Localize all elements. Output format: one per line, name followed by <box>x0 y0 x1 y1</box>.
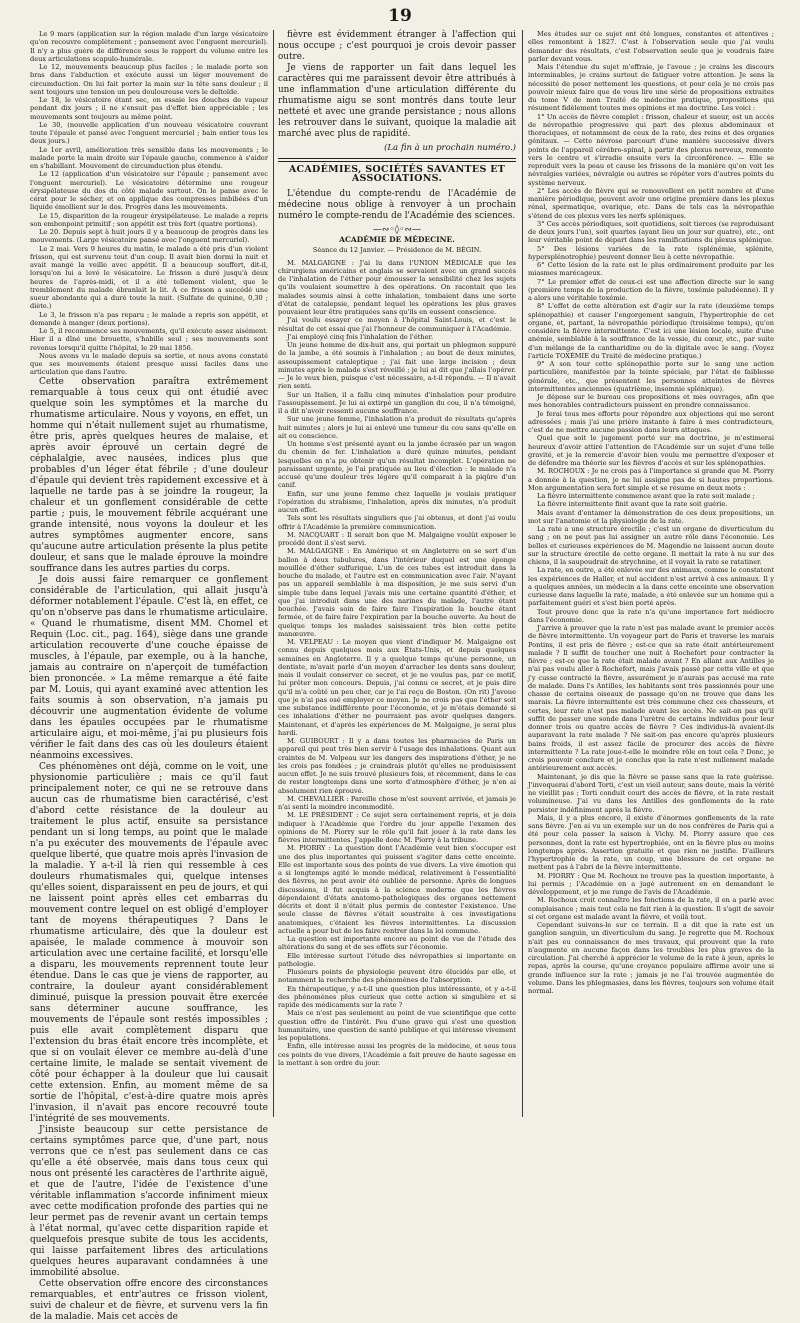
paragraph: M. GUIBOURT : Il y a dans toutes les pharmacies de Paris un appareil qui peut très bien servir à l'usage des inhalations. Quant aux craintes de M. Velpeau sur les dangers des inspirations d'éther, je ne les crois pas fondées ; je craindrais plutôt qu'elles ne produisissent aucun effet. Je ne suis trouvé plusieurs fois, et récemment, dans le cas de rester longtemps dans une sorte d'atmosphère d'éther, je n'en ai absolument rien éprouvé. <box>278 737 516 795</box>
paragraph: Le 1er avril, amélioration très sensible dans les mouvements ; le malade porte la main droite sur l'épaule gauche, commence à s'aider en s'habillant. Mouvement de circumduction plus étendu. <box>30 145 268 170</box>
column-rule-left <box>273 30 274 1117</box>
paragraph: M. LE PRÉSIDENT : Ce sujet sera certainement repris, et je dois indiquer à l'Académie que l'ordre du jour appelle l'examen des opinions de M. Piorry sur le rôle qu'il fait jouer à la rate dans les fièvres intermittentes. J'appelle donc M. Piorry à la tribune. <box>278 811 516 844</box>
paragraph: 2° Les accès de fièvre qui se renouvellent en petit nombre et d'une manière périodique, peuvent avoir une origine première dans les plexus rénal, spermatique, ovarique, etc. Dans de tels cas la névropathie s'étend de ces plexus vers les nerfs spléniques. <box>528 186 774 220</box>
paragraph: M. Rochoux croit connaître les fonctions de la rate, il en a parlé avec complaisance ; mais tout cela ne fait rien à la question. Il s'agit de savoir si cet organe est malade avant la fièvre, et voilà tout. <box>528 896 774 921</box>
continuation-note: (La fin à un prochain numéro.) <box>384 143 516 153</box>
paragraph: Maintenant, je dis que la fièvre se passe sans que la rate guérisse. J'invoquerai d'abord Torti, c'est un vieil auteur, sans doute, mais la vérité ne vieillit pas ; Torti conduit court des accès de fièvre, et la rate restait volumineuse. J'ai vu dans les Antilles des gonflements de la rate persister indéfiniment après la fièvre. <box>528 772 774 814</box>
paragraph: Mais avant d'entamer la démonstration de ces deux propositions, un mot sur l'anatomie et la physiologie de la rate. <box>528 508 774 525</box>
paragraph: Nous avons vu le malade depuis sa sortie, et nous avons constaté que ses mouvements étaient presque aussi faciles dans une articulation que dans l'autre. <box>30 351 268 377</box>
paragraph-large: Cette observation paraîtra extrêmement remarquable à tous ceux qui ont étudié avec quelque soin les symptômes et la marche du rhumatisme articulaire. Nous y voyons, en effet, un homme qui n'était nullement sujet au rhumatisme, être pris, après quelques heures de malaise, et après avoir éprouvé un certain degré de céphalalgie, avec nausées, indices plus que probables d'un léger état fébrile ; d'une douleur d'épaule qui devient très rapidement excessive et à laquelle ne tarde pas à se joindre la rougeur, la chaleur et un gonflement considérable de cette partie ; puis, le mouvement fébrile acquérant une grande intensité, nous voyons la douleur et les autres symptômes augmenter encore, sans qu'aucune autre articulation présente la plus petite douleur, et sans que le malade éprouve la moindre souffrance dans les autres parties du corps. <box>30 376 268 574</box>
paragraph: M. CHEVALLIER : Pareille chose m'est souvent arrivée, et jamais je n'ai senti la moindre incommodité. <box>278 794 516 811</box>
paragraph: 9° A son tour cette splénopathie porte sur le sang une action particulière, manifestée par la teinte spéciale, par l'état de faiblesse générale, etc., que présentent les personnes atteintes de fièvres intermittentes anciennes (quatrième, insomnie splénique). <box>528 360 774 393</box>
section-title: ACADÉMIES, SOCIÉTÉS SAVANTES ET ASSOCIATIONS. <box>288 164 506 184</box>
paragraph: M. VELPEAU : Le moyen que vient d'indiquer M. Malgaigne est connu depuis quelques mois aux États-Unis, et depuis quelques semaines en Angleterre. Il y a quelque temps qu'une personne, un dentiste, m'avait parlé d'un moyen d'arracher les dents sans douleur, mais il voulait conserver ce secret, et je ne voulus pas, par ce motif, lui prêter mon concours. Depuis, j'ai connu ce secret, et je puis dire qu'il m'a coûté un peu cher, car je l'ai reçu de Boston. (On rit) J'avoue que je n'ai pas osé employer ce moyen. Je ne crois pas que l'éther soit une substance indifférente pour l'économie, et je m'étais demandé si ces inhalations d'éther ne pourraient pas avoir quelques dangers. Maintenant, et d'après les expériences de M. Malgaigne, je serai plus hardi. <box>278 638 516 737</box>
paragraph: Mais ce n'est pas seulement au point de vue scientifique que cette question offre de l'intérêt. Peu d'une grave qui s'est une question humanitaire, une question de santé publique et qui intéresse vivement les populations. <box>278 1009 516 1042</box>
paragraph: En thérapeutique, y a-t-il une question plus intéressante, et y a-t-il des phénomènes plus curieux que cette action si singulière et si rapide des médicaments sur la rate ? <box>278 984 516 1009</box>
column-3 <box>528 30 774 1119</box>
paragraph: Un homme s'est présenté ayant eu la jambe écrasée par un wagon du chemin de fer. L'inhalation a duré quinze minutes, pendant lesquelles on n'a pu obtenir qu'un résultat incomplet. L'opération ne paraissant urgente, je l'ai pratiquée au lieu d'élection : le malade n'a accusé qu'une douleur très légère qu'il comparait à la piqûre d'un canif. <box>278 440 516 490</box>
paragraph: Le 12, mouvements beaucoup plus faciles ; le malade porte son bras dans l'abduction et exécute aussi un léger mouvement de circumduction. On lui fait porter la main sur la tête sans douleur ; il sent toujours une tension un peu douloureuse vers le deltoïde. <box>30 63 268 96</box>
paragraph: Sur une jeune femme, l'inhalation n'a produit de résultats qu'après huit minutes ; alors je lui ai enlevé une tumeur du cou sans qu'elle en ait eu conscience. <box>278 415 516 440</box>
paragraph: Tels sont les résultats singuliers que j'ai obtenus, et dont j'ai voulu offrir à l'Académie la première communication. <box>278 514 516 531</box>
paragraph: Le 5, il recommence ses mouvements, qu'il exécute assez aisément. Hier il a dîné une brouette, s'habille seul ; ses mouvements sont revenus lorsqu'il quitte l'hôpital, le 29 mai 1856. <box>30 327 268 352</box>
paragraph: La question est importante encore au point de vue de l'étude des altérations du sang et de ses effets sur l'économie. <box>278 935 516 952</box>
paragraph: 6° Cette lésion de la rate est le plus ordinairement produite par les miasmes marécageux. <box>528 261 774 278</box>
paragraph-large: J'insiste beaucoup sur cette persistance de certains symptômes parce que, d'une part, nous verrons que ce n'est pas seulement dans ce cas qu'elle a été observée, mais dans tous ceux qui nous ont présenté les caractères de l'arthrite aiguë, et que de l'autre, l'idée de l'existence d'une véritable inflammation s'accorde infiniment mieux avec cette modification profonde des parties qui ne leur permet pas de revenir avant un certain temps à l'état normal, qu'avec cette disparition rapide et quelquefois presque subite de tous les accidents, qui laisse parfaitement libres des articulations quelques heures auparavant condamnées à une immobilité absolue. <box>30 1124 268 1278</box>
paragraph: 5° Des lésions variées de la rate (splénémie, splénite, hypersplénotrophie) peuvent donner lieu à cette névropathie. <box>528 244 774 261</box>
academy-title: ACADÉMIE DE MÉDECINE. <box>339 235 455 244</box>
paragraph: 8° L'effet de cette altération est d'agir sur la rate (deuxième temps splénopathie) et causer l'engorgement sanguin, l'hypertrophie de cet organe, et, partant, la névropathie périodique (troisième temps), qu'on considère la fièvre intermittente. C'est ici une lésion locale, suite d'une anémie, semblable à la souffrance de la vessie, du cœur, etc., par suite d'un mélange de la cantharidine ou de la digitale avec le sang. (Voyez l'article TOXÉMIE du Traité de médecine pratique.) <box>528 302 774 360</box>
paragraph: M. PIORRY : La question dont l'Académie veut bien s'occuper est une des plus importantes qui puissent s'agiter dans cette enceinte. Elle est importante sous des points de vue divers. La vive émotion qui a si longtemps agité le monde médical, relativement à l'essentialité des fièvres, ne peut avoir été oubliée de personne. Après de longues discussions, il fut acquis à la science moderne que les fièvres dépendaient d'états anatomo-pathologiques des organes nettement décrits et dont il n'était plus permis de contester l'existence. Une seule classe de fièvres s'était soustraite à ces investigations anatomiques, c'étaient les fièvres intermittentes. La discussion actuelle a pour but de les faire rentrer dans la loi commune. <box>278 844 516 935</box>
paragraph: Mais l'étendue du sujet m'effraie, je l'avoue ; je crains les discours interminables, je crains surtout de fatiguer votre attention. Je sens la nécessité de poser nettement les questions, et pour cela je ne crois pas pouvoir mieux faire que de vous lire une série de propositions extraites du tome V de mon Traité de médecine pratique, propositions qui résument fidèlement toutes mes opinions et ma doctrine. Les voici : <box>528 63 774 113</box>
paragraph-large: fièvre est évidemment étranger à l'affection qui nous occupe ; c'est pourquoi je crois devoir passer outre. <box>278 30 516 62</box>
paragraph: Un jeune homme de dix-huit ans, qui portait un phlegmon suppuré de la jambe, a été soumis à l'inhalation ; au bout de deux minutes, assoupissement cataleptique ; j'ai fait une large incision ; deux minutes après le malade s'est réveillé ; je lui ai dit que j'allais l'opérer. — Je le veux bien, puisque c'est nécessaire, a-t-il répondu. — Il n'avait rien senti. <box>278 341 516 391</box>
ornament-divider: —∾◦◊◦∾— <box>372 224 422 235</box>
paragraph-large: Je viens de rapporter un fait dans lequel les caractères qui me paraissent devoir être attribués à une inflammation d'une articulation différente du rhumatisme aigu se sont montrés dans toute leur netteté et avec une grande persistance ; nous allons les retrouver dans le suivant, quoique la maladie ait marché avec plus de rapidité. <box>278 63 516 139</box>
paragraph: La rate, en outre, a été enlevée sur des animaux, comme le constatent les expériences de Haller, et nul accident n'est arrivé à ces animaux. Il y a quelques années, un médecin a la dans cette enceinte une observation curieuse dans laquelle la rate, malade, a été enlevée sur un homme qui a parfaitement guéri et s'est bien porté après. <box>528 566 774 608</box>
paragraph: Le 9 mars (application sur la région malade d'un large vésicatoire qu'on recouvre complètement ; pansement avec l'onguent mercuriel). Il n'y a plus guère de différence sous le rapport du volume entre les deux articulations scapulo-humérale. <box>30 30 268 63</box>
paragraph: Je dépose sur le bureau ces propositions et mes ouvrages, afin que mes honorables contradicteurs puissent en prendre connaissance. <box>528 393 774 410</box>
section-rule <box>278 158 516 162</box>
paragraph-large: Cette observation offre encore des circonstances remarquables, et entr'autres ce frisson violent, suivi de chaleur et de fièvre, et survenu vers la fin de la maladie. Mais cet accès de <box>30 1278 268 1322</box>
paragraph: Plusieurs points de physiologie peuvent être élucidés par elle, et notamment la recherche des phénomènes de l'absorption. <box>278 968 516 985</box>
paragraph: Enfin, elle intéresse aussi les progrès de la médecine, et sous tous ces points de vue divers, l'Académie a fait preuve de haute sagesse en la mettant à son ordre du jour. <box>278 1042 516 1067</box>
paragraph: M. NACQUART : Il serait bon que M. Malgaigne voulût exposer le procédé dont il s'est servi. <box>278 530 516 547</box>
paragraph: 7° Le premier effet de ceux-ci est une affection directe sur le sang (première temps de la production de la fièvre, toxémie paludéenne). Il y a alors une véritable toxémie. <box>528 277 774 302</box>
paragraph: 3° Ces accès périodiques, soit quotidiens, soit tierces (se reproduisant de deux jours l'un), soit quartes (ayant lieu un jour sur quatre), etc., ont leur véritable point de départ dans les ramifications du plexus splénique. <box>528 219 774 245</box>
paragraph: J'ai voulu essayer ce moyen à l'hôpital Saint-Louis, et c'est le résultat de cet essai que j'ai l'honneur de communiquer à l'Académie. <box>278 316 516 333</box>
paragraph: Enfin, sur une jeune femme chez laquelle je voulais pratiquer l'opération du strabisme, l'inhalation, après dix minutes, n'a produit aucun effet. <box>278 489 516 514</box>
paragraph: M. MALGAIGNE : En Amérique et en Angleterre on se sert d'un ballon à deux tubulures, dans l'intérieur duquel est une éponge mouillée d'éther sulfurique. L'un de ces tubes est introduit dans la bouche du malade, et l'autre est en communication avec l'air. N'ayant pas un appareil semblable à ma disposition, je me suis servi d'un simple tube dans lequel j'avais mis une certaine quantité d'éther, et que j'ai introduit dans une des narines du malade, l'autre étant bouchée. J'avais soin de faire faire l'inspiration la bouche étant fermée, et de faire faire l'expiration par la bouche ouverte. Au bout de quelque temps les malades saisissaient très bien cette petite manœuvre. <box>278 547 516 638</box>
paragraph: La rate a une structure érectile ; c'est un organe de diverticulum du sang ; on ne peut pas lui assigner un autre rôle dans l'économie. Les belles et curieuses expériences de M. Magendie ne laissent aucun doute sur la structure érectile de cette organe. Il mettait la rate à nu sur des chiens, il la saupoudrait de strychnine, et il voyait la rate se ratatiner. <box>528 525 774 566</box>
page-number: 19 <box>388 6 412 26</box>
paragraph: 1° Un accès de fièvre complet : frisson, chaleur et sueur, est un accès de névropathie progressive qui part des plexus abdominaux et thoraciques, et notamment de ceux de la rate, des reins et des organes génitaux. — Cette névrose parcourt d'une manière successive divers points de l'appareil cérébro-spinal, à partir des plexus nerveux, remonte vers le centre et s'irradie ensuite vers la circonférence. — Elle se reproduit vers la peau et cause les frissons de la manière qu'on voit les névralgies variées, névralgie ou autres se répéter vers d'autres points du système nerveux. <box>528 112 774 187</box>
paragraph: Quel que soit le jugement porté sur ma doctrine, je m'estimerai heureux d'avoir attiré l'attention de l'Académie sur un sujet d'une telle gravité, et je la remercie d'avoir bien voulu me permettre d'exposer et de défendre ma théorie sur les fièvres d'accès et sur les splénopathies. <box>528 434 774 467</box>
paragraph: Sur un Italien, il a fallu cinq minutes d'inhalation pour produire l'assoupissement. Je lui ai extirpé un ganglion du cou, il n'a témoigné, il a dit n'avoir ressenti aucune souffrance. <box>278 390 516 415</box>
paragraph: M. PIORRY : Que M. Rochoux ne trouve pas la question importante, à lui permis ; l'Académie en a jugé autrement en en demandant le développement, et je me range de l'avis de l'Académie. <box>528 871 774 896</box>
paragraph: J'ai employé cinq fois l'inhalation de l'éther. <box>287 332 434 341</box>
paragraph: Le 3, le frisson n'a pas reparu ; le malade a repris son appétit, et demande à manger (deux portions). <box>30 310 268 327</box>
paragraph: Je ferai tous mes efforts pour répondre aux objections qui me seront adressées ; mais j'ai une prière instante à faire à mes contradicteurs, c'est de ne mettre aucune passion dans leurs attaques. <box>528 409 774 434</box>
paragraph: Elle intéresse surtout l'étude des névropathies si importante en pathologie. <box>278 951 516 968</box>
paragraph: Mais, il y a plus encore, il existe d'énormes gonflements de la rate sans fièvre. J'en ai vu un exemple sur un de nos confrères de Paris qui a été pour cela passer la saison à Vichy. M. Piorry assure que ces personnes, dont la rate est hypertrophiée, ont en la fièvre plus ou moins longtemps après. Assertion gratuite et que rien ne justifie. D'ailleurs l'hypertrophie de la rate, un coup, une blessure de cet organe ne mettent pas à l'abri de la fièvre intermittente. <box>528 813 774 872</box>
paragraph: M. MALGAIGNE : J'ai lu dans l'UNION MÉDICALE que les chirurgiens américains et anglais se servaient avec un grand succès de l'inhalation de l'éther pour émousser la sensibilité chez les sujets qu'ils voulaient soumettre à des opérations. On racontait que les malades soumis ainsi à cette inhalation, tombaient dans une sorte d'état de catalepsie, pendant lequel les opérations les plus graves pouvaient leur être pratiquées sans qu'ils en eussent conscience. <box>278 258 516 316</box>
paragraph-large: Je dois aussi faire remarquer ce gonflement considérable de l'articulation, qui allait jusqu'à déformer notablement l'épaule. C'est là, en effet, ce qu'on n'observe pas dans le rhumatisme articulaire. « Quand le rhumatisme, disent MM. Chomel et Requin (Loc. cit., pag. 164), siège dans une grande articulation recouverte d'une couche épaisse de muscles, à l'épaule, par exemple, ou à la hanche, jamais au contraire on n'aperçoit de tuméfaction bien prononcée. » La même remarque a été faite par M. Louis, qui ayant examiné avec attention les faits soumis à son observation, n'a jamais pu découvrir une augmentation évidente de volume dans les épaules occupées par le rhumatisme articulaire aigu, et moi-même, j'ai pu plusieurs fois vérifier le fait dans des cas où les douleurs étaient néanmoins excessives. <box>30 574 268 761</box>
paragraph: Cependant suivons-le sur ce terrain. Il a dit que la rate est un ganglion sanguin, un diverticulum du sang. Je regrette que M. Rochoux n'ait pas eu connaissance de mes travaux, qui prouvent que la rate n'augmente en aucune façon dans les troubles les plus graves de la circulation. J'ai cherché à apprécier le volume de la rate à jeun, après le repas, après la course, qu'une croyance populaire affirme avoir une si grande influence sur la rate ; jamais je ne l'ai trouvée augmentée de volume. Dans les phlegmasies, dans les fièvres, toujours son volume était normal. <box>528 921 774 995</box>
column-rule-right <box>522 30 523 1117</box>
paragraph: Tout prouve donc que la rate n'a qu'une importance fort médiocre dans l'économie. <box>528 607 774 624</box>
paragraph: Le 12 (application d'un vésicatoire sur l'épaule ; pansement avec l'onguent mercuriel). Le vésicatoire détermine une rougeur érysipélateuse du dos du côté malade surtout. On le panse avec le cérat pour le sécher, et on applique des compresses imbibées d'un liquide émollient sur le dos. Progrès dans les mouvements. <box>30 170 268 212</box>
paragraph: La fièvre intermittente finit avant que la rate soit guérie. <box>537 500 728 509</box>
session-line: Séance du 12 Janvier. — Présidence de M. BÉGIN. <box>312 246 482 255</box>
paragraph: J'arrive à prouver que la rate n'est pas malade avant le premier accès de fièvre intermittente. Un voyageur part de Paris et traverse les marais Pontins, il est pris de fièvre ; est-ce que sa rate était antérieurement malade ? Il suffit de toucher une nuit à Rochefort pour contracter la fièvre ; est-ce que la rate était malade avant ? En allant aux Antilles je n'ai pas voulu aller à Rochefort, mais j'avais passé par cette ville et que j'y cusse contracté la fièvre, assurément je n'aurais pas accusé ma rate de malade. Dans l's Antilles, les habitants sont très passionnés pour une chasse de certains oiseaux de passage qu'on ne trouve que dans les marais. La fièvre intermittente est très commune chez ces chasseurs, et certes, leur rate n'est pas malade avant les accès. Ne sait-on pas qu'il suffit de passer une sonde dans l'urètre de certains individus pour leur donner trois ou quatre accès de fièvre ? Ces individus-là avaient-ils auparavant la rate malade ? Ne sait-on pas encore qu'après plusieurs bains froids, il est assez facile de procurer des accès de fièvre intermittente ? La rate joue-t-elle le moindre rôle en tout cela ? Donc, je crois pouvoir conclure et je conclus que la rate n'est nullement malade antérieurement aux accès. <box>528 624 774 773</box>
section-intro: L'étendue du compte-rendu de l'Académie de médecine nous oblige à renvoyer à un prochain numéro le compte-rendu de l'Académie des sciences. <box>278 188 516 221</box>
paragraph: M. ROCHOUX : Je ne crois pas à l'importance si grande que M. Piorry a donnée à la question, je ne lui assigne pas de si hautes proportions. Mon argumentation sera fort simple et se résume en deux mots : <box>528 467 774 492</box>
paragraph: La fièvre intermittente commence avant que la rate soit malade ; <box>537 492 755 500</box>
paragraph: Le 30, (nouvelle application d'un nouveau vésicatoire couvrant toute l'épaule et pansé avec l'onguent mercuriel ; bain entier tous les deux jours.) <box>30 120 268 146</box>
paragraph: Le 15, disparition de la rougeur érysipélateuse. Le malade a repris son embonpoint primitif ; son appétit est très fort (quatre portions). <box>30 211 268 228</box>
paragraph: Le 20. Depuis sept à huit jours il y a beaucoup de progrès dans les mouvements. (Large vésicatoire pansé avec l'onguent mercuriel). <box>30 228 268 245</box>
paragraph: Mes études sur ce sujet ont été longues, constantes et attentives ; elles remontent à 1827. C'est à l'observation seule que j'ai voulu demander des résultats, c'est l'observation seule que je voudrais faire parler devant vous. <box>528 30 774 63</box>
paragraph-large: Ces phénomènes ont déjà, comme on le voit, une physionomie particulière ; mais ce qu'il faut principalement noter, ce qui ne se retrouve dans aucun cas de rhumatisme bien caractérisé, c'est d'abord cette résistance de la douleur au traitement le plus actif, ensuite sa persistance pendant un si long temps, au point que le malade n'a pu exécuter des mouvements de l'épaule avec quelque liberté, que quatre mois après l'invasion de la maladie. Y a-t-il là rien qui ressemble à ces douleurs rhumatismales qui, quelque intenses qu'elles soient, disparaissent en peu de jours, et qui ne laissent point après elles cet embarras du mouvement contre lequel on est obligé d'employer tant de moyens thérapeutiques ? Dans le rhumatisme articulaire, dès que la douleur est apaisée, le malade commence à mouvoir son articulation avec une certaine facilité, et lorsqu'elle a disparu, les mouvements reprennent toute leur étendue. Dans le cas que je viens de rapporter, au contraire, la douleur ayant considérablement diminué, puisque la pression pouvait être exercée sans déterminer aucune souffrance, les mouvements de l'épaule sont restés impossibles ; puis elle avait complètement disparu que l'extension du bras était encore très incomplète, et que si on voulait élever ce membre au-delà d'une certaine limite, le malade se sentait vivement de côté pour échapper à la douleur que lui causait cette extension. Enfin, au moment même de sa sortie de l'hôpital, c'est-à-dire quatre mois après l'invasion, il n'avait pas encore recouvré toute l'intégrité de ses mouvements. <box>30 761 268 1124</box>
paragraph: Le 2 mai. Vers 9 heures du matin, le malade a été pris d'un violent frisson, qui est survenu tout d'un coup. Il avait bien dormi la nuit et avait mangé la veille avec appétit. Il a beaucoup souffert, dit-il, lorsqu'on lui a levé le vésicatoire. Le frisson a duré jusqu'à deux heures de l'après-midi, et il a été tellement violent, que le tremblement du malade ébranlait le lit. A ce frisson a succédé une sueur abondante qui a duré toute la nuit. (Sulfate de quinine, 0,30 ; diète.) <box>30 244 268 311</box>
column-2 <box>278 30 516 1119</box>
column-1 <box>30 30 268 1322</box>
paragraph: Le 18, le vésicatoire étant sec, on essaie les douches de vapeur pendant dix jours ; il ne s'ensuit pas d'effet bien appréciable ; les mouvements sont toujours au même point. <box>30 96 268 121</box>
